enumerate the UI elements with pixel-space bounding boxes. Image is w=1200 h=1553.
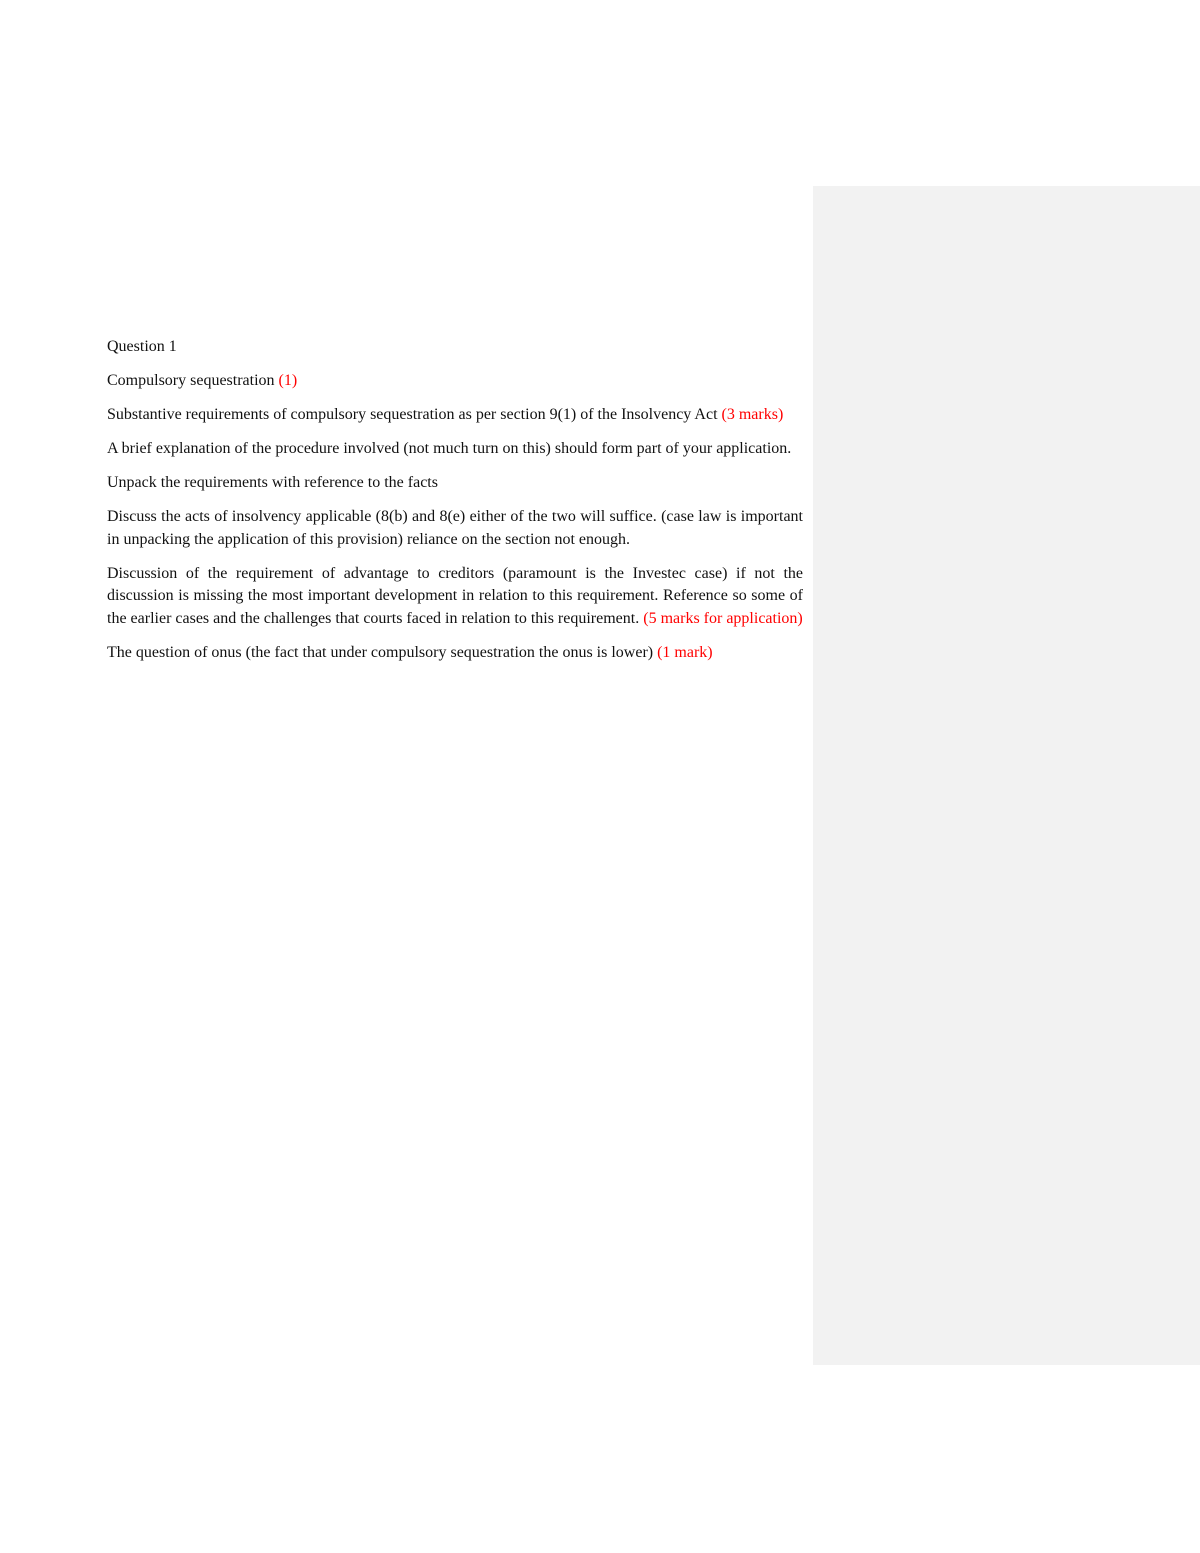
paragraph-onus [107, 642, 803, 665]
paragraph-unpack-requirements [107, 472, 803, 495]
paragraph-text: Question 1 [107, 338, 177, 355]
paragraph-acts-of-insolvency [107, 506, 803, 551]
marks-allocation: (1) [278, 372, 298, 389]
paragraph-text: Unpack the requirements with reference to the facts [107, 474, 438, 491]
paragraph-text: Discuss the acts of insolvency applicable (8(b) and 8(e) either of the two will suffice. (case law is important in unpacking the application of this provision) reliance on the section not enough. [107, 508, 803, 548]
paragraph-text: Substantive requirements of compulsory sequestration as per section 9(1) of the Insolvency Act [107, 406, 722, 423]
paragraph-substantive-requirements [107, 404, 803, 427]
marks-allocation: (1 mark) [657, 643, 713, 661]
paragraph-advantage-to-creditors [107, 563, 803, 631]
question-heading [107, 336, 803, 359]
paragraph-procedure [107, 438, 803, 461]
paragraph-text: A brief explanation of the procedure involved (not much turn on this) should form part of your application. [107, 440, 792, 457]
paragraph-text: The question of onus (the fact that under compulsory sequestration the onus is lower) [107, 643, 658, 661]
paragraph-compulsory-sequestration [107, 370, 803, 393]
paragraph-text: Compulsory sequestration [107, 372, 279, 389]
marks-allocation: (3 marks) [721, 406, 784, 423]
marks-allocation: (5 marks for application) [643, 609, 803, 627]
paragraph-text: Discussion of the requirement of advantage to creditors (paramount is the Investec case) if not the discussion is missing the most important development in relation to this requirement. Reference so some of the earlier cases and the challenges that courts faced in relation to this requirement. [107, 564, 803, 627]
document-body [107, 336, 803, 676]
comment-pane [813, 186, 1200, 1365]
